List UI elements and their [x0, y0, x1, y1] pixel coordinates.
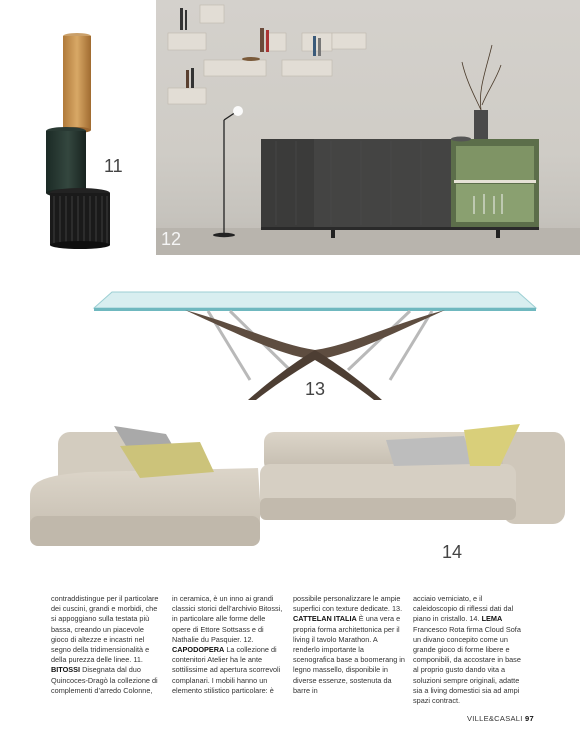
sofa-illustration [28, 420, 568, 570]
figure-11-colonne [40, 30, 130, 250]
figure-12-atelier-photo [156, 0, 580, 255]
body-text: È una vera e propria forma architettonica per il living il tavolo Marathon. A renderlo importante la scenografica base a boomerang in legno massello, disponibile in diverse essenze, sostenuta da barre in [293, 614, 405, 695]
body-text: acciaio verniciato, e il caleidoscopio di riflessi dati dal piano in cristallo. 14. [413, 594, 514, 624]
column-paragraph [413, 594, 525, 706]
column-paragraph [172, 594, 284, 696]
body-text: La collezione di contenitori Atelier ha le ante sottilissime ad apertura scorrevoli complanari. I mobili hanno un elemento stilistico particolare: è [172, 645, 281, 695]
page-footer [467, 714, 534, 723]
body-text: possibile personalizzare le ampie superfici con texture dedicate. 13. [293, 594, 403, 614]
brand-name: LEMA [481, 614, 503, 624]
text-column-2 [172, 594, 284, 696]
colonne-illustration [40, 30, 130, 250]
magazine-name: VILLE&CASALI [466, 714, 523, 723]
column-paragraph [293, 594, 405, 696]
text-column-4 [413, 594, 525, 706]
brand-name: BITOSSI [51, 665, 81, 675]
column-paragraph [51, 594, 163, 696]
figure-14-cloud-sofa [28, 420, 568, 570]
brand-name: CAPODOPERA [172, 645, 225, 655]
body-text: contraddistingue per il particolare dei cuscini, grandi e morbidi, che si appoggiano sulla testata più bassa, creando un piacevole gioco di altezze e incastri nel segno della tridimensionalità e della purezza delle linee. 11. [51, 594, 159, 665]
page-number: 97 [525, 714, 534, 723]
body-text: Francesco Rota firma Cloud Sofa un divano concepito come un grande gioco di forme libere e componibili, da accostare in base al proprio gusto dando vita a soluzioni sempre originali, adatte sia a living domestici sia ad ampi spazi contract. [413, 624, 521, 706]
body-text: Disegnata dal duo Quincoces-Dragò la collezione di complementi d’arredo Colonne, [51, 665, 158, 695]
atelier-illustration [156, 0, 580, 255]
text-column-3 [293, 594, 405, 696]
figure-14-number: 14 [442, 542, 463, 562]
figure-13-number: 13 [305, 379, 326, 399]
brand-name: CATTELAN ITALIA [293, 614, 357, 624]
body-text: in ceramica, è un inno ai grandi classici storici dell’archivio Bitossi, in particolare alle forme delle opere di Ettore Sottsass e di Nathalie du Pasquier. 12. [172, 594, 283, 644]
figure-11-number: 11 [104, 156, 123, 176]
text-column-1 [51, 594, 163, 696]
figure-12-number: 12 [161, 229, 182, 249]
